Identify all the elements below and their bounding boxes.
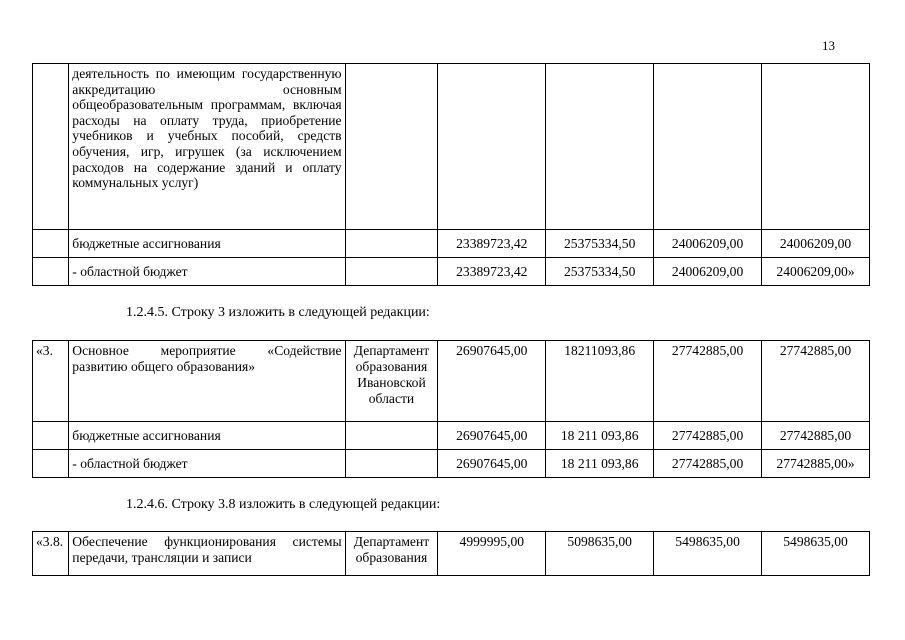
amount-cell: 18211093,86 <box>546 341 654 422</box>
executor-cell: Департамент образования Ивановской области <box>345 341 438 422</box>
row-number-cell <box>33 230 69 258</box>
amount-cell <box>546 64 654 230</box>
program-table-row-3-8 <box>32 531 870 576</box>
row-number-cell <box>33 450 69 478</box>
amount-cell: 26907645,00 <box>438 450 546 478</box>
row-number-cell <box>33 258 69 286</box>
row-description-cell: - областной бюджет <box>69 258 345 286</box>
executor-cell <box>345 422 438 450</box>
amount-cell: 18 211 093,86 <box>546 450 654 478</box>
amount-cell: 24006209,00 <box>654 258 762 286</box>
executor-cell <box>345 450 438 478</box>
amount-cell: 5498635,00 <box>654 532 762 576</box>
table-row <box>33 532 870 576</box>
row-description-cell: Основное мероприятие «Содействие развитию общего образования» <box>69 341 345 422</box>
row-number-cell: «3.8. <box>33 532 69 576</box>
amount-cell: 5498635,00 <box>762 532 870 576</box>
amount-cell <box>438 64 546 230</box>
amount-cell <box>654 64 762 230</box>
amount-cell: 25375334,50 <box>546 258 654 286</box>
amendment-paragraph: 1.2.4.5. Строку 3 изложить в следующей редакции: <box>126 305 430 320</box>
amount-cell: 27742885,00» <box>762 450 870 478</box>
table-row <box>33 64 870 230</box>
table-row <box>33 450 870 478</box>
amount-cell: 27742885,00 <box>654 422 762 450</box>
executor-cell: Департамент образования <box>345 532 438 576</box>
amount-cell: 26907645,00 <box>438 422 546 450</box>
table-row <box>33 422 870 450</box>
amount-cell: 27742885,00 <box>654 450 762 478</box>
amount-cell: 27742885,00 <box>762 341 870 422</box>
row-number-cell <box>33 64 69 230</box>
amount-cell: 5098635,00 <box>546 532 654 576</box>
row-description-cell: деятельность по имеющим государственную аккредитацию основным общеобразовательным программам, включая расходы на оплату труда, приобретение учебников и учебных пособий, средств обучения, игр, игрушек (за исключением расходов на содержание зданий и оплату коммунальных услуг) <box>69 64 345 230</box>
executor-cell <box>345 258 438 286</box>
amount-cell: 27742885,00 <box>654 341 762 422</box>
row-number-cell: «3. <box>33 341 69 422</box>
amount-cell <box>762 64 870 230</box>
table-row <box>33 341 870 422</box>
table-row <box>33 258 870 286</box>
executor-cell <box>345 230 438 258</box>
amount-cell: 18 211 093,86 <box>546 422 654 450</box>
amount-cell: 23389723,42 <box>438 258 546 286</box>
row-description-cell: Обеспечение функционирования системы передачи, трансляции и записи <box>69 532 345 576</box>
amount-cell: 24006209,00» <box>762 258 870 286</box>
amount-cell: 24006209,00 <box>654 230 762 258</box>
row-description-cell: бюджетные ассигнования <box>69 230 345 258</box>
amount-cell: 27742885,00 <box>762 422 870 450</box>
amendment-paragraph: 1.2.4.6. Строку 3.8 изложить в следующей редакции: <box>126 497 441 512</box>
row-number-cell <box>33 422 69 450</box>
page-number: 13 <box>822 38 835 53</box>
table-row <box>33 230 870 258</box>
row-description-cell: бюджетные ассигнования <box>69 422 345 450</box>
amount-cell: 4999995,00 <box>438 532 546 576</box>
program-table-continued <box>32 63 870 286</box>
amount-cell: 26907645,00 <box>438 341 546 422</box>
amount-cell: 23389723,42 <box>438 230 546 258</box>
executor-cell <box>345 64 438 230</box>
amount-cell: 24006209,00 <box>762 230 870 258</box>
row-description-cell: - областной бюджет <box>69 450 345 478</box>
program-table-row-3 <box>32 340 870 478</box>
amount-cell: 25375334,50 <box>546 230 654 258</box>
